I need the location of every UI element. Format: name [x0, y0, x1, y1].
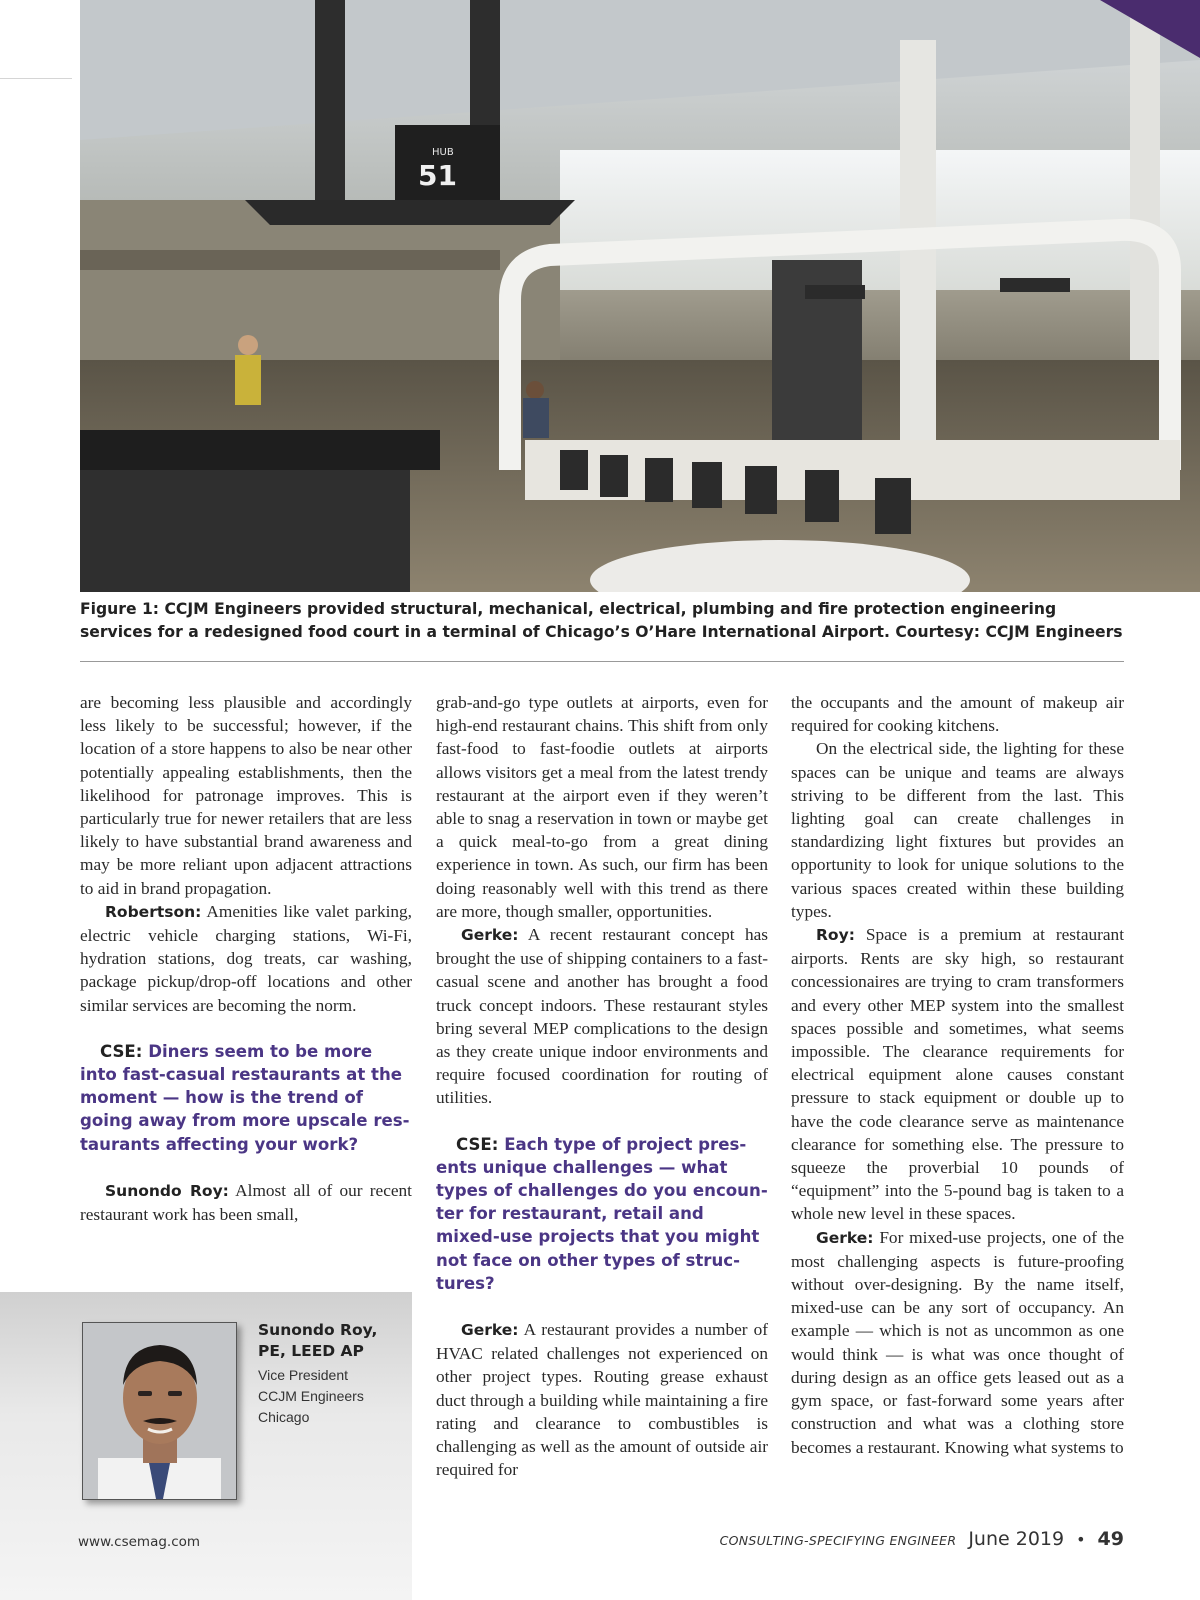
speaker-name: Robertson: — [105, 902, 202, 921]
interview-question — [436, 1133, 768, 1295]
page-number: 49 — [1097, 1528, 1124, 1550]
question-text: Each type of project presents unique challenges — what types of challenges do you encounter for restaurant, retail and mixed-use projects that you might not face on other types of structures? — [436, 1134, 768, 1293]
question-label: CSE: — [456, 1134, 499, 1154]
interview-question — [80, 1040, 412, 1156]
speaker-name: Gerke: — [816, 1228, 874, 1247]
bio-city: Chicago — [258, 1409, 310, 1425]
hub-number-text: 51 — [418, 159, 457, 192]
paragraph — [436, 1318, 768, 1481]
publication-name: CONSULTING-SPECIFYING ENGINEER — [719, 1533, 957, 1548]
bio-name — [258, 1320, 408, 1361]
paragraph-text: Almost all of our recent restaurant work has been small, — [80, 1180, 412, 1225]
bullet-separator: • — [1076, 1530, 1086, 1549]
paragraph-text: Amenities like valet parking, electric vehicle charging stations, Wi-Fi, hydration stations, dog treats, car washing, package pickup/drop-off locations and other similar services are becoming the norm. — [80, 901, 412, 1015]
question-text: Diners seem to be more into fast-casual restaurants at the moment — how is the trend of going away from more upscale restaurants affecting your work? — [80, 1041, 410, 1154]
bio-name-line-2: PE, LEED AP — [258, 1341, 364, 1360]
footer-url-link[interactable]: www.csemag.com — [78, 1534, 201, 1550]
speaker-name: Gerke: — [461, 1321, 519, 1340]
footer-folio — [720, 1528, 1124, 1550]
paragraph — [791, 923, 1124, 1226]
corner-accent — [1100, 0, 1200, 58]
headshot-photo — [82, 1322, 237, 1500]
food-court-photo — [80, 0, 1200, 592]
paragraph: are becoming less plausible and accordingly less likely to be successful; however, if the location of a store happens to also be near other potentially appealing establishments, then the likelihood for patronage improves. This is particularly true for newer retailers that are less likely to have substantial brand awareness and may be more reliant upon adjacent attractions to aid in brand propagation. — [80, 693, 412, 898]
bio-details — [258, 1365, 408, 1428]
paragraph — [436, 923, 768, 1110]
article-column-2 — [436, 691, 768, 1482]
speaker-name: Gerke: — [461, 926, 519, 945]
paragraph — [791, 1226, 1124, 1459]
margin-rule — [0, 78, 72, 79]
bio-title: Vice President — [258, 1367, 349, 1383]
portrait-illustration — [83, 1323, 236, 1499]
speaker-name: Roy: — [816, 926, 855, 945]
issue-date: June 2019 — [968, 1528, 1065, 1550]
paragraph: grab-and-go type outlets at airports, even for high-end restaurant chains. This shift from only fast-food to fast-foodie outlets at airports allows visitors get a meal from the latest trendy restaurant at the airport even if they weren’t able to snag a reservation in town or maybe get a quick meal-to-go from a great dining experience in town. As such, our firm has been doing reasonably well with this trend as there are more, though smaller, opportunities. — [436, 693, 768, 921]
figure-caption: Figure 1: CCJM Engineers provided structural, mechanical, electrical, plumbing and fire protection engineering services for a redesigned food court in a terminal of Chicago’s O’Hare International Airport. Courtesy: CCJM Engineers — [80, 600, 1123, 641]
paragraph: the occupants and the amount of makeup air required for cooking kitchens. — [791, 693, 1124, 736]
paragraph-text: A recent restaurant concept has brought the use of shipping containers to a fast-casual scene and another has brought a food truck concept indoors. These restaurant styles bring several MEP complications to the design as they create unique indoor environments and require focused coordination for routing of utilities. — [436, 925, 768, 1108]
question-label: CSE: — [100, 1041, 143, 1061]
paragraph — [80, 900, 412, 1017]
caption-divider — [80, 661, 1124, 662]
article-column-3 — [791, 691, 1124, 1459]
article-column-1 — [80, 691, 412, 1226]
bio-company: CCJM Engineers — [258, 1388, 364, 1404]
hub-small-text: HUB — [432, 147, 454, 158]
paragraph-text: Space is a premium at restaurant airports. Rents are sky high, so restaurant concessionaires are trying to cram transformers and every other MEP system into the smallest spaces possible and sometimes, what seems impossible. The clearance requirements for electrical equipment alone causes constant pressure to stack equipment or double up to have the code clearance serve as maintenance clearance for something else. The pressure to squeeze the proverbial 10 pounds of “equipment” into the 5-pound bag is taken to a whole new level in these spaces. — [791, 925, 1124, 1224]
paragraph-text: A restaurant provides a number of HVAC related challenges not experienced on other project types. Routing grease exhaust duct through a building while maintaining a fire rating and clearance to combustibles is challenging as well as the amount of outside air required for — [436, 1320, 768, 1480]
paragraph: On the electrical side, the lighting for these spaces can be unique and teams are always striving to be different from the last. This lighting goal can create challenges in standardizing light fixtures but provides an opportunity to look for unique solutions to the various spaces created within these building types. — [791, 739, 1124, 921]
speaker-name: Sunondo Roy: — [105, 1181, 229, 1200]
photo-illustration — [80, 0, 1200, 592]
paragraph-text: For mixed-use projects, one of the most challenging aspects is future-proofing without over-designing. By the name itself, mixed-use can be any sort of occupancy. An example — which is not as uncommon as one would think — is what was once thought of during design as an office gets leased out as a gym space, or fast-forward some years after construction and what was a clothing store becomes a restaurant. Knowing what systems to — [791, 1227, 1124, 1457]
paragraph — [80, 1179, 412, 1226]
bio-name-line-1: Sunondo Roy, — [258, 1321, 378, 1339]
